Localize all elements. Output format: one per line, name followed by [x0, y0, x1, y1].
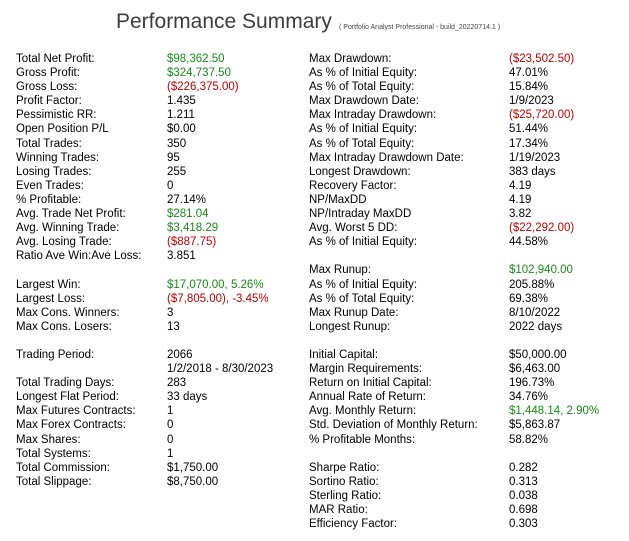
metric-label: Avg. Worst 5 DD:	[309, 222, 398, 235]
metric-value: $8,750.00	[167, 475, 219, 488]
metric-value: 0.282	[509, 461, 538, 474]
metric-value: 255	[167, 165, 187, 178]
metric-row	[16, 475, 306, 489]
metric-row	[16, 334, 306, 348]
metric-label: Longest Runup:	[309, 320, 391, 333]
metric-row	[309, 489, 627, 503]
metric-value: $3,418.29	[167, 222, 219, 235]
metric-value: 17.34%	[509, 137, 549, 150]
metric-row	[16, 418, 306, 432]
metric-row	[16, 461, 306, 475]
metric-row	[309, 165, 627, 179]
metric-value: 1	[167, 405, 174, 418]
metric-value: 1	[167, 447, 174, 460]
metric-value: $50,000.00	[509, 348, 567, 361]
metric-label: As % of Total Equity:	[309, 137, 415, 150]
metric-label: Max Runup:	[309, 264, 372, 277]
metric-value: 58.82%	[509, 433, 549, 446]
metric-label: Total Systems:	[16, 447, 91, 460]
metric-row	[309, 404, 627, 418]
metric-row	[309, 517, 627, 531]
metric-value: 4.19	[509, 193, 532, 206]
metric-value: 44.58%	[509, 236, 549, 249]
metric-row	[309, 320, 627, 334]
metric-value: ($23,502.50)	[509, 53, 575, 65]
metric-label: Avg. Winning Trade:	[16, 222, 120, 235]
metric-label: Margin Requirements:	[309, 363, 423, 376]
metric-row	[309, 418, 627, 432]
metric-label: MAR Ratio:	[309, 504, 368, 516]
metric-row	[309, 193, 627, 207]
metric-label: Trading Period:	[16, 348, 95, 361]
metric-value: ($25,720.00)	[509, 109, 575, 122]
metric-label: Annual Rate of Return:	[309, 391, 426, 404]
metric-label: NP/MaxDD	[309, 193, 367, 206]
metric-label: Total Trading Days:	[16, 377, 115, 390]
metric-value: 13	[167, 320, 180, 333]
metric-row	[309, 475, 627, 489]
metric-row	[309, 207, 627, 221]
metric-row	[16, 348, 306, 362]
metric-row	[309, 433, 627, 447]
metric-value: $281.04	[167, 208, 209, 221]
metric-label: Longest Flat Period:	[16, 391, 119, 404]
metric-label: Max Futures Contracts:	[16, 405, 136, 418]
metric-row	[16, 235, 306, 249]
metric-value: 196.73%	[509, 377, 555, 390]
metric-label: Sterling Ratio:	[309, 489, 382, 502]
metric-row	[309, 292, 627, 306]
metric-label: Max Cons. Losers:	[16, 320, 112, 333]
metric-value: 4.19	[509, 179, 532, 192]
metric-label: As % of Total Equity:	[309, 81, 415, 94]
metric-value: 2066	[167, 348, 193, 361]
metric-row	[16, 94, 306, 108]
metric-value: 34.76%	[509, 391, 549, 404]
metric-label: Max Drawdown Date:	[309, 95, 419, 108]
metric-value: 0.303	[509, 518, 538, 531]
metric-label: Ratio Ave Win:Ave Loss:	[16, 250, 142, 263]
metric-row	[309, 151, 627, 165]
metric-row	[309, 390, 627, 404]
metric-value: 1.211	[167, 109, 195, 122]
metric-value: 47.01%	[509, 67, 549, 80]
metric-row	[16, 151, 306, 165]
metric-row	[16, 278, 306, 292]
metric-row	[16, 447, 306, 461]
build-subtitle: ( Portfolio Analyst Professional - build_20220714.1 )	[339, 24, 501, 31]
metric-value: $5,863.87	[509, 419, 561, 432]
metric-row	[309, 306, 627, 320]
metric-value: ($887.75)	[167, 236, 217, 249]
metric-value: ($22,292.00)	[509, 222, 575, 235]
metric-value: 27.14%	[167, 193, 207, 206]
metric-row	[16, 137, 306, 151]
metric-value: 1.435	[167, 95, 196, 108]
metric-value: 0	[167, 419, 174, 432]
metric-row	[309, 278, 627, 292]
metric-label: Return on Initial Capital:	[309, 377, 432, 390]
metric-label: Even Trades:	[16, 179, 84, 192]
metric-label: Total Commission:	[16, 461, 110, 474]
metric-value: 283	[167, 377, 187, 390]
metric-label: NP/Intraday MaxDD	[309, 208, 412, 221]
metric-label: Losing Trades:	[16, 165, 92, 178]
metric-row	[309, 348, 627, 362]
metric-label: Initial Capital:	[309, 348, 379, 361]
metric-label: Longest Drawdown:	[309, 165, 411, 178]
metric-label: % Profitable Months:	[309, 433, 416, 446]
metric-row	[16, 376, 306, 390]
metric-label: Gross Profit:	[16, 67, 80, 80]
metric-value: 51.44%	[509, 123, 549, 136]
metric-value: 383 days	[509, 165, 556, 178]
metric-label: Max Runup Date:	[309, 306, 399, 319]
metric-row	[309, 80, 627, 94]
metric-value: $0.00	[167, 123, 196, 136]
metric-value: 3.82	[509, 208, 532, 221]
metric-value: 0.313	[509, 475, 538, 488]
metric-label: Max Forex Contracts:	[16, 419, 126, 432]
metric-row	[16, 320, 306, 334]
metric-row	[16, 263, 306, 277]
metric-row	[309, 52, 627, 66]
metric-row	[16, 249, 306, 263]
metric-value: $1,448.14, 2.90%	[509, 405, 600, 418]
metric-row	[309, 362, 627, 376]
metric-row	[309, 221, 627, 235]
metric-value: 1/19/2023	[509, 151, 561, 164]
metric-label: Max Intraday Drawdown Date:	[309, 151, 464, 164]
metric-row	[16, 179, 306, 193]
metric-value: $1,750.00	[167, 461, 219, 474]
metric-row	[16, 306, 306, 320]
metric-value: $102,940.00	[509, 264, 573, 277]
metric-row	[309, 376, 627, 390]
metric-value: 2022 days	[509, 320, 563, 333]
metric-label: Open Position P/L	[16, 123, 109, 136]
metric-row	[16, 108, 306, 122]
metric-label: As % of Initial Equity:	[309, 236, 418, 249]
metric-row	[309, 334, 627, 348]
metric-label: As % of Initial Equity:	[309, 123, 418, 136]
metric-label: Winning Trades:	[16, 151, 100, 164]
metric-label: % Profitable:	[16, 193, 82, 206]
metric-label: Max Intraday Drawdown:	[309, 109, 437, 122]
metric-value: 95	[167, 151, 180, 164]
metric-row	[16, 66, 306, 80]
metric-row	[309, 461, 627, 475]
metric-label: Avg. Trade Net Profit:	[16, 208, 126, 221]
right-metrics-column	[309, 52, 627, 531]
metric-value: 1/9/2023	[509, 95, 554, 108]
metric-label: Max Shares:	[16, 433, 81, 446]
metric-value: 3.851	[167, 250, 196, 263]
metric-row	[16, 122, 306, 136]
metric-label: Recovery Factor:	[309, 179, 397, 192]
metric-value: 33 days	[167, 391, 208, 404]
metric-label: Largest Loss:	[16, 292, 86, 305]
metric-label: Total Slippage:	[16, 475, 92, 488]
metric-row	[16, 404, 306, 418]
metric-value: $324,737.50	[167, 67, 231, 80]
metric-value: 1/2/2018 - 8/30/2023	[167, 363, 274, 376]
left-metrics-column	[16, 52, 306, 489]
metric-label: Total Net Profit:	[16, 53, 95, 65]
metric-row	[309, 503, 627, 517]
page-title: Performance Summary	[116, 10, 332, 33]
metric-label: Avg. Monthly Return:	[309, 405, 417, 418]
metric-value: $17,070.00, 5.26%	[167, 278, 264, 291]
metric-value: 205.88%	[509, 278, 555, 291]
metric-label: Max Drawdown:	[309, 53, 392, 65]
metric-label: Max Cons. Winners:	[16, 306, 120, 319]
metric-row	[16, 362, 306, 376]
metric-row	[309, 249, 627, 263]
metric-label: As % of Initial Equity:	[309, 278, 418, 291]
metric-label: Std. Deviation of Monthly Return:	[309, 419, 478, 432]
metric-row	[16, 221, 306, 235]
metric-label: Gross Loss:	[16, 81, 78, 94]
metric-label: Largest Win:	[16, 278, 81, 291]
metric-row	[16, 207, 306, 221]
metric-value: $6,463.00	[509, 363, 561, 376]
metric-value: 0	[167, 433, 174, 446]
metric-value: ($7,805.00), -3.45%	[167, 292, 269, 305]
metric-row	[309, 137, 627, 151]
metric-label: Total Trades:	[16, 137, 82, 150]
metric-row	[309, 447, 627, 461]
metric-row	[309, 94, 627, 108]
metric-value: 0.038	[509, 489, 538, 502]
metric-row	[16, 292, 306, 306]
metric-value: $98,362.50	[167, 53, 225, 65]
metric-value: 3	[167, 306, 174, 319]
metric-row	[16, 80, 306, 94]
metric-row	[16, 390, 306, 404]
metric-label: Efficiency Factor:	[309, 518, 397, 531]
metric-label: Sortino Ratio:	[309, 475, 379, 488]
metric-label: As % of Initial Equity:	[309, 67, 418, 80]
metric-row	[16, 193, 306, 207]
metric-value: 69.38%	[509, 292, 549, 305]
metric-row	[16, 433, 306, 447]
metric-row	[309, 235, 627, 249]
metric-label: Avg. Losing Trade:	[16, 236, 112, 249]
metric-label: Sharpe Ratio:	[309, 461, 380, 474]
metric-value: 0	[167, 179, 174, 192]
metric-value: 8/10/2022	[509, 306, 561, 319]
metric-value: 15.84%	[509, 81, 549, 94]
metric-value: 350	[167, 137, 187, 150]
metric-row	[309, 263, 627, 277]
metric-row	[16, 52, 306, 66]
metric-row	[16, 165, 306, 179]
metric-label: Pessimistic RR:	[16, 109, 97, 122]
metric-row	[309, 122, 627, 136]
metric-row	[309, 108, 627, 122]
metric-label: As % of Total Equity:	[309, 292, 415, 305]
metric-value: ($226,375.00)	[167, 81, 239, 94]
metric-row	[309, 179, 627, 193]
metric-row	[309, 66, 627, 80]
metric-label: Profit Factor:	[16, 95, 82, 108]
metric-value: 0.698	[509, 504, 538, 516]
